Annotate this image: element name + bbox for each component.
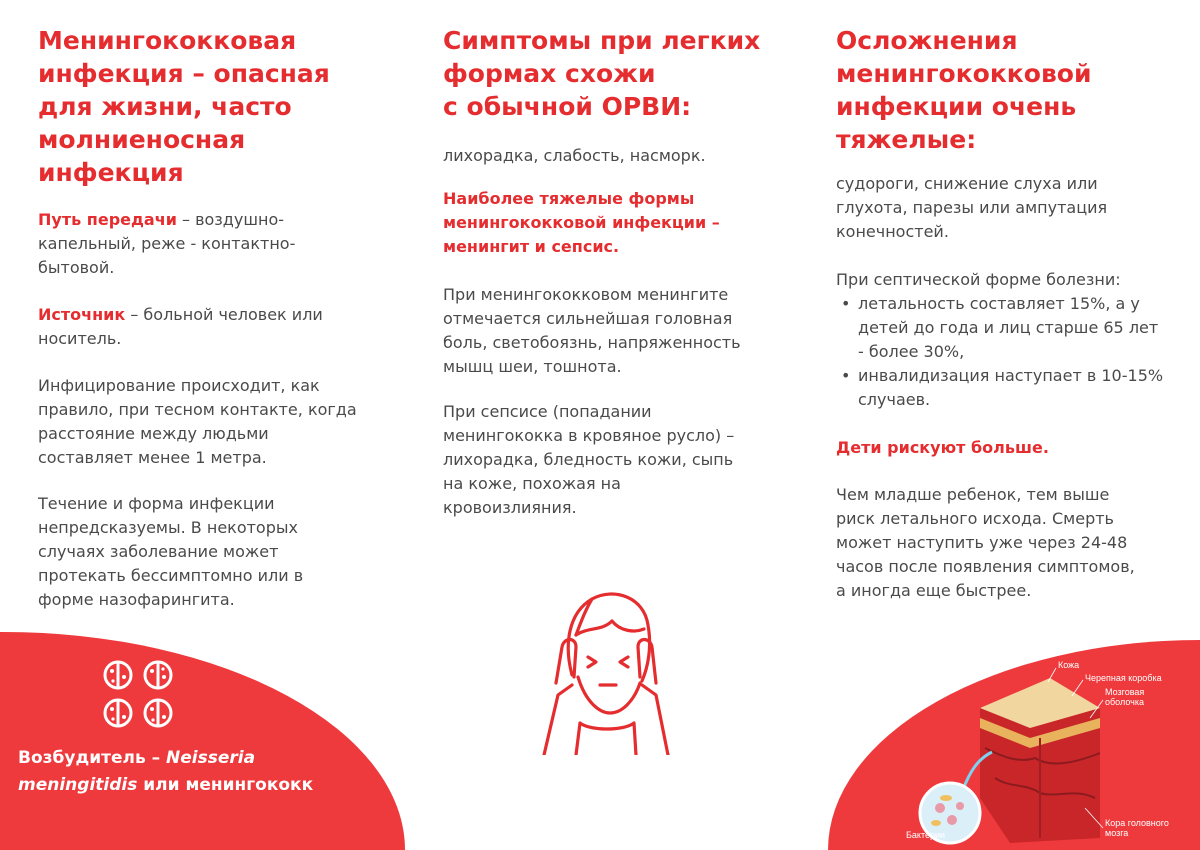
severe-forms-text: Наиболее тяжелые формы менингококковой инфекции – менингит и сепсис. xyxy=(443,189,720,256)
col3-heading: Осложнения менингококковой инфекции очень тяжелые: xyxy=(836,26,1092,154)
label-cortex-2: мозга xyxy=(1105,828,1129,838)
children-paragraph: Чем младше ребенок, тем выше риск летального исхода. Смерть может наступить уже через 24-48 часов после появления симптомов, а иногда еще быстрее. xyxy=(836,485,1135,600)
pathogen-prefix: Возбудитель – xyxy=(18,748,167,768)
bullet-lethality: • летальность составляет 15%, а у детей до года и лиц старше 65 лет - более 30%, xyxy=(836,292,1181,364)
children-risk-text: Дети рискуют больше. xyxy=(836,438,1049,457)
meningitis-paragraph: При менингококковом менингите отмечается сильнейшая головная боль, светобоязнь, напряженность мышц шеи, тошнота. xyxy=(443,285,741,376)
label-skull: Черепная коробка xyxy=(1085,673,1162,683)
headache-icon xyxy=(536,585,676,755)
septic-bullet-list xyxy=(836,292,1181,412)
label-meninges-2: оболочка xyxy=(1105,697,1144,707)
pathogen-suffix: или менингококк xyxy=(137,775,314,795)
infection-paragraph: Инфицирование происходит, как правило, при тесном контакте, когда расстояние между людьми составляет менее 1 метра. xyxy=(38,376,357,467)
pathogen-caption xyxy=(18,745,398,799)
col1-heading: Менингококковая инфекция – опасная для жизни, часто молниеносная инфекция xyxy=(38,26,330,187)
label-meninges-1: Мозговая xyxy=(1105,687,1145,697)
pathogen-banner xyxy=(0,632,405,850)
course-paragraph: Течение и форма инфекции непредсказуемы. В некоторых случаях заболевание может протекать бессимптомно или в форме назофарингита. xyxy=(38,494,304,609)
source-paragraph xyxy=(38,303,323,351)
source-label: Источник xyxy=(38,305,126,324)
label-skin: Кожа xyxy=(1058,660,1080,670)
transmission-paragraph xyxy=(38,208,295,280)
bullet-disability: • инвалидизация наступает в 10-15% случаев. xyxy=(836,364,1181,412)
mild-symptoms-text: лихорадка, слабость, насморк. xyxy=(443,146,706,165)
label-bacteria: Бактерии xyxy=(906,830,946,840)
meninges-illustration xyxy=(900,648,1200,850)
label-cortex-1: Кора головного xyxy=(1105,818,1169,828)
sepsis-paragraph: При сепсисе (попадании менингококка в кровяное русло) – лихорадка, бледность кожи, сыпь на коже, похожая на кровоизлияния. xyxy=(443,402,735,517)
bacteria-icon xyxy=(100,655,180,735)
transmission-text: – воздушно- капельный, реже - контактно- бытовой. xyxy=(38,210,296,277)
source-text: – больной человек или носитель. xyxy=(38,305,323,348)
transmission-label: Путь передачи xyxy=(38,210,177,229)
septic-intro: При септической форме болезни: xyxy=(836,270,1121,289)
col2-heading: Симптомы при легких формах схожи с обычной ОРВИ: xyxy=(443,26,761,121)
complications-paragraph: судороги, снижение слуха или глухота, парезы или ампутация конечностей. xyxy=(836,174,1108,241)
pathogen-latin-name: Neisseria meningitidis xyxy=(18,748,256,795)
